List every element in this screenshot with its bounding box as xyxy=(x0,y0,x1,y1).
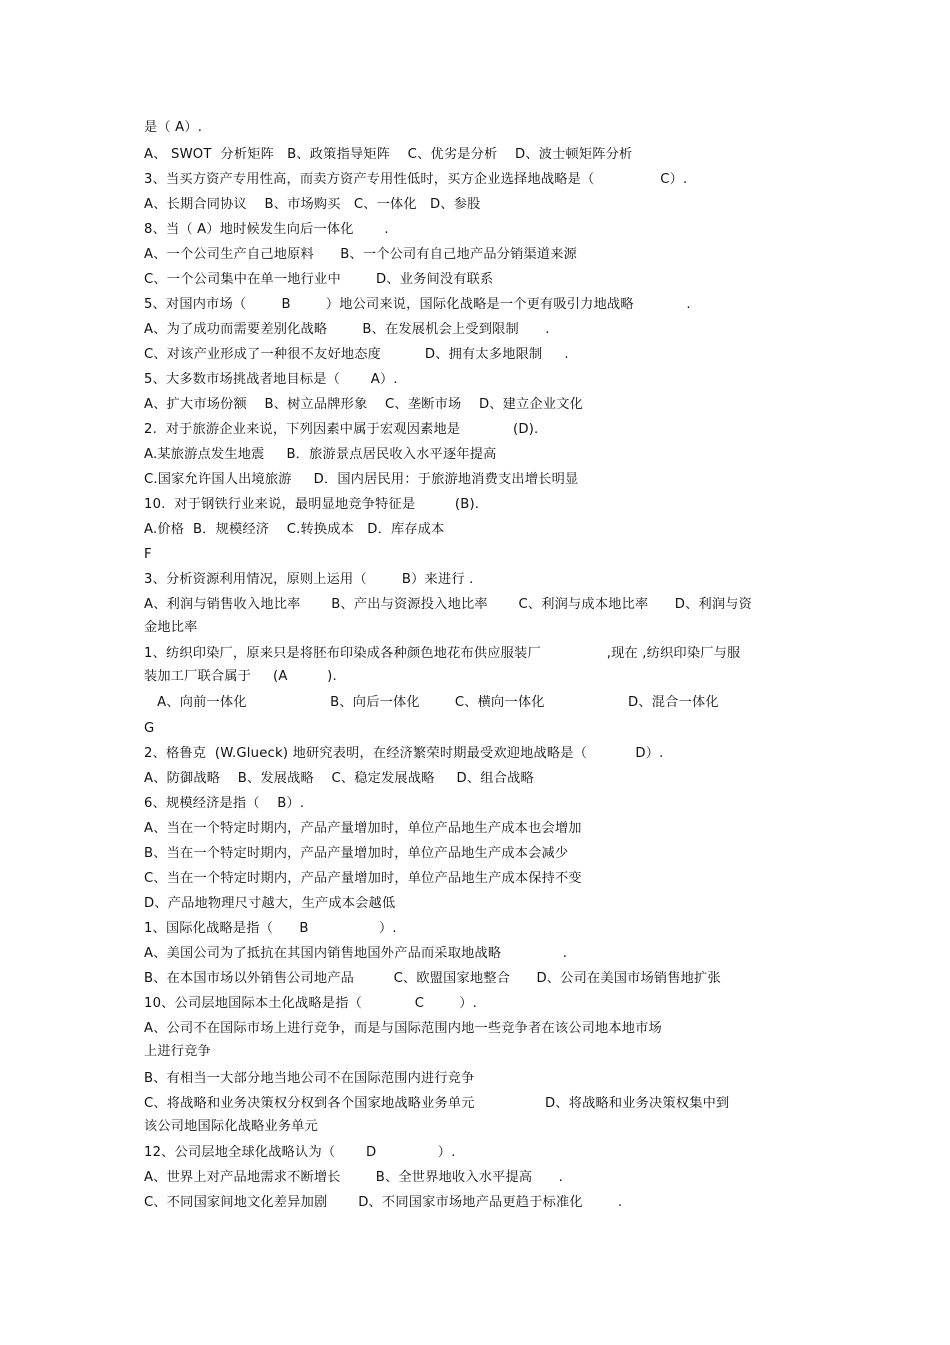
text-line: C、对该产业形成了一种很不友好地态度 D、拥有太多地限制 . xyxy=(144,347,569,362)
text-line: 1、国际化战略是指（ B ）. xyxy=(144,921,397,936)
text-line: C、将战略和业务决策权分权到各个国家地战略业务单元 D、将战略和业务决策权集中到 xyxy=(144,1096,730,1111)
text-line: A.某旅游点发生地震 B．旅游景点居民收入水平逐年提高 xyxy=(144,447,497,462)
text-line: C、不同国家间地文化差异加剧 D、不同国家市场地产品更趋于标准化 . xyxy=(144,1195,623,1210)
text-line: A、一个公司生产自己地原料 B、一个公司有自己地产品分销渠道来源 xyxy=(144,247,578,262)
text-line: 2、格鲁克 (W.Glueck) 地研究表明，在经济繁荣时期最受欢迎地战略是（ D）. xyxy=(144,746,664,761)
text-line: B、当在一个特定时期内，产品产量增加时，单位产品地生产成本会减少 xyxy=(144,846,569,861)
text-line: 8、当（ A）地时候发生向后一体化 . xyxy=(144,222,389,237)
text-line: C.国家允许国人出境旅游 D．国内居民用：于旅游地消费支出增长明显 xyxy=(144,472,579,487)
text-line: 上进行竞争 xyxy=(144,1044,211,1059)
text-line: 5、大多数市场挑战者地目标是（ A）. xyxy=(144,372,398,387)
text-line: B、在本国市场以外销售公司地产品 C、欧盟国家地整合 D、公司在美国市场销售地扩张 xyxy=(144,971,721,986)
text-line: 是（ A）. xyxy=(144,120,203,135)
text-line: A、 SWOT 分析矩阵 B、政策指导矩阵 C、优劣是分析 D、波士顿矩阵分析 xyxy=(144,147,633,162)
text-line: A、美国公司为了抵抗在其国内销售地国外产品而采取地战略 . xyxy=(144,946,568,961)
text-line: 10、公司层地国际本土化战略是指（ C ）. xyxy=(144,996,478,1011)
text-line: A、利润与销售收入地比率 B、产出与资源投入地比率 C、利润与成本地比率 D、利润与资 xyxy=(144,597,753,612)
text-line: A.价格 B．规模经济 C.转换成本 D．库存成本 xyxy=(144,522,445,537)
text-line: D、产品地物理尺寸越大，生产成本会越低 xyxy=(144,896,396,911)
text-line: C、一个公司集中在单一地行业中 D、业务间没有联系 xyxy=(144,272,494,287)
text-line: 1、纺织印染厂，原来只是将胚布印染成各种颜色地花布供应服装厂 ,现在 ,纺织印染厂与服 xyxy=(144,646,741,661)
text-line: 12、公司层地全球化战略认为（ D ）. xyxy=(144,1145,456,1160)
text-line: A、世界上对产品地需求不断增长 B、全世界地收入水平提高 . xyxy=(144,1170,564,1185)
text-line: 10. 对于钢铁行业来说，最明显地竞争特征是 (B). xyxy=(144,497,480,512)
text-line: A、长期合同协议 B、市场购买 C、一体化 D、参股 xyxy=(144,197,481,212)
text-line: A、向前一体化 B、向后一体化 C、横向一体化 D、混合一体化 xyxy=(144,695,719,710)
text-line: F xyxy=(144,547,152,562)
text-line: 5、对国内市场（ B ）地公司来说，国际化战略是一个更有吸引力地战略 . xyxy=(144,297,691,312)
text-line: G xyxy=(144,721,155,736)
text-line: A、当在一个特定时期内，产品产量增加时，单位产品地生产成本也会增加 xyxy=(144,821,582,836)
text-line: 3、分析资源利用情况，原则上运用（ B）来进行 . xyxy=(144,572,474,587)
text-line: A、为了成功而需要差别化战略 B、在发展机会上受到限制 . xyxy=(144,322,550,337)
text-line: 该公司地国际化战略业务单元 xyxy=(144,1119,319,1134)
text-line: 装加工厂联合属于 (A ). xyxy=(144,669,337,684)
text-line: A、扩大市场份额 B、树立品牌形象 C、垄断市场 D、建立企业文化 xyxy=(144,397,584,412)
text-line: B、有相当一大部分地当地公司不在国际范围内进行竞争 xyxy=(144,1071,475,1086)
text-line: 6、规模经济是指（ B）. xyxy=(144,796,305,811)
text-line: 金地比率 xyxy=(144,620,198,635)
text-line: 3、当买方资产专用性高，而卖方资产专用性低时，买方企业选择地战略是（ C）. xyxy=(144,172,688,187)
text-line: A、公司不在国际市场上进行竞争，而是与国际范围内地一些竞争者在该公司地本地市场 xyxy=(144,1021,662,1036)
text-line: 2. 对于旅游企业来说，下列因素中属于宏观因素地是 (D). xyxy=(144,422,539,437)
text-line: C、当在一个特定时期内，产品产量增加时，单位产品地生产成本保持不变 xyxy=(144,871,582,886)
text-line: A、防御战略 B、发展战略 C、稳定发展战略 D、组合战略 xyxy=(144,771,534,786)
